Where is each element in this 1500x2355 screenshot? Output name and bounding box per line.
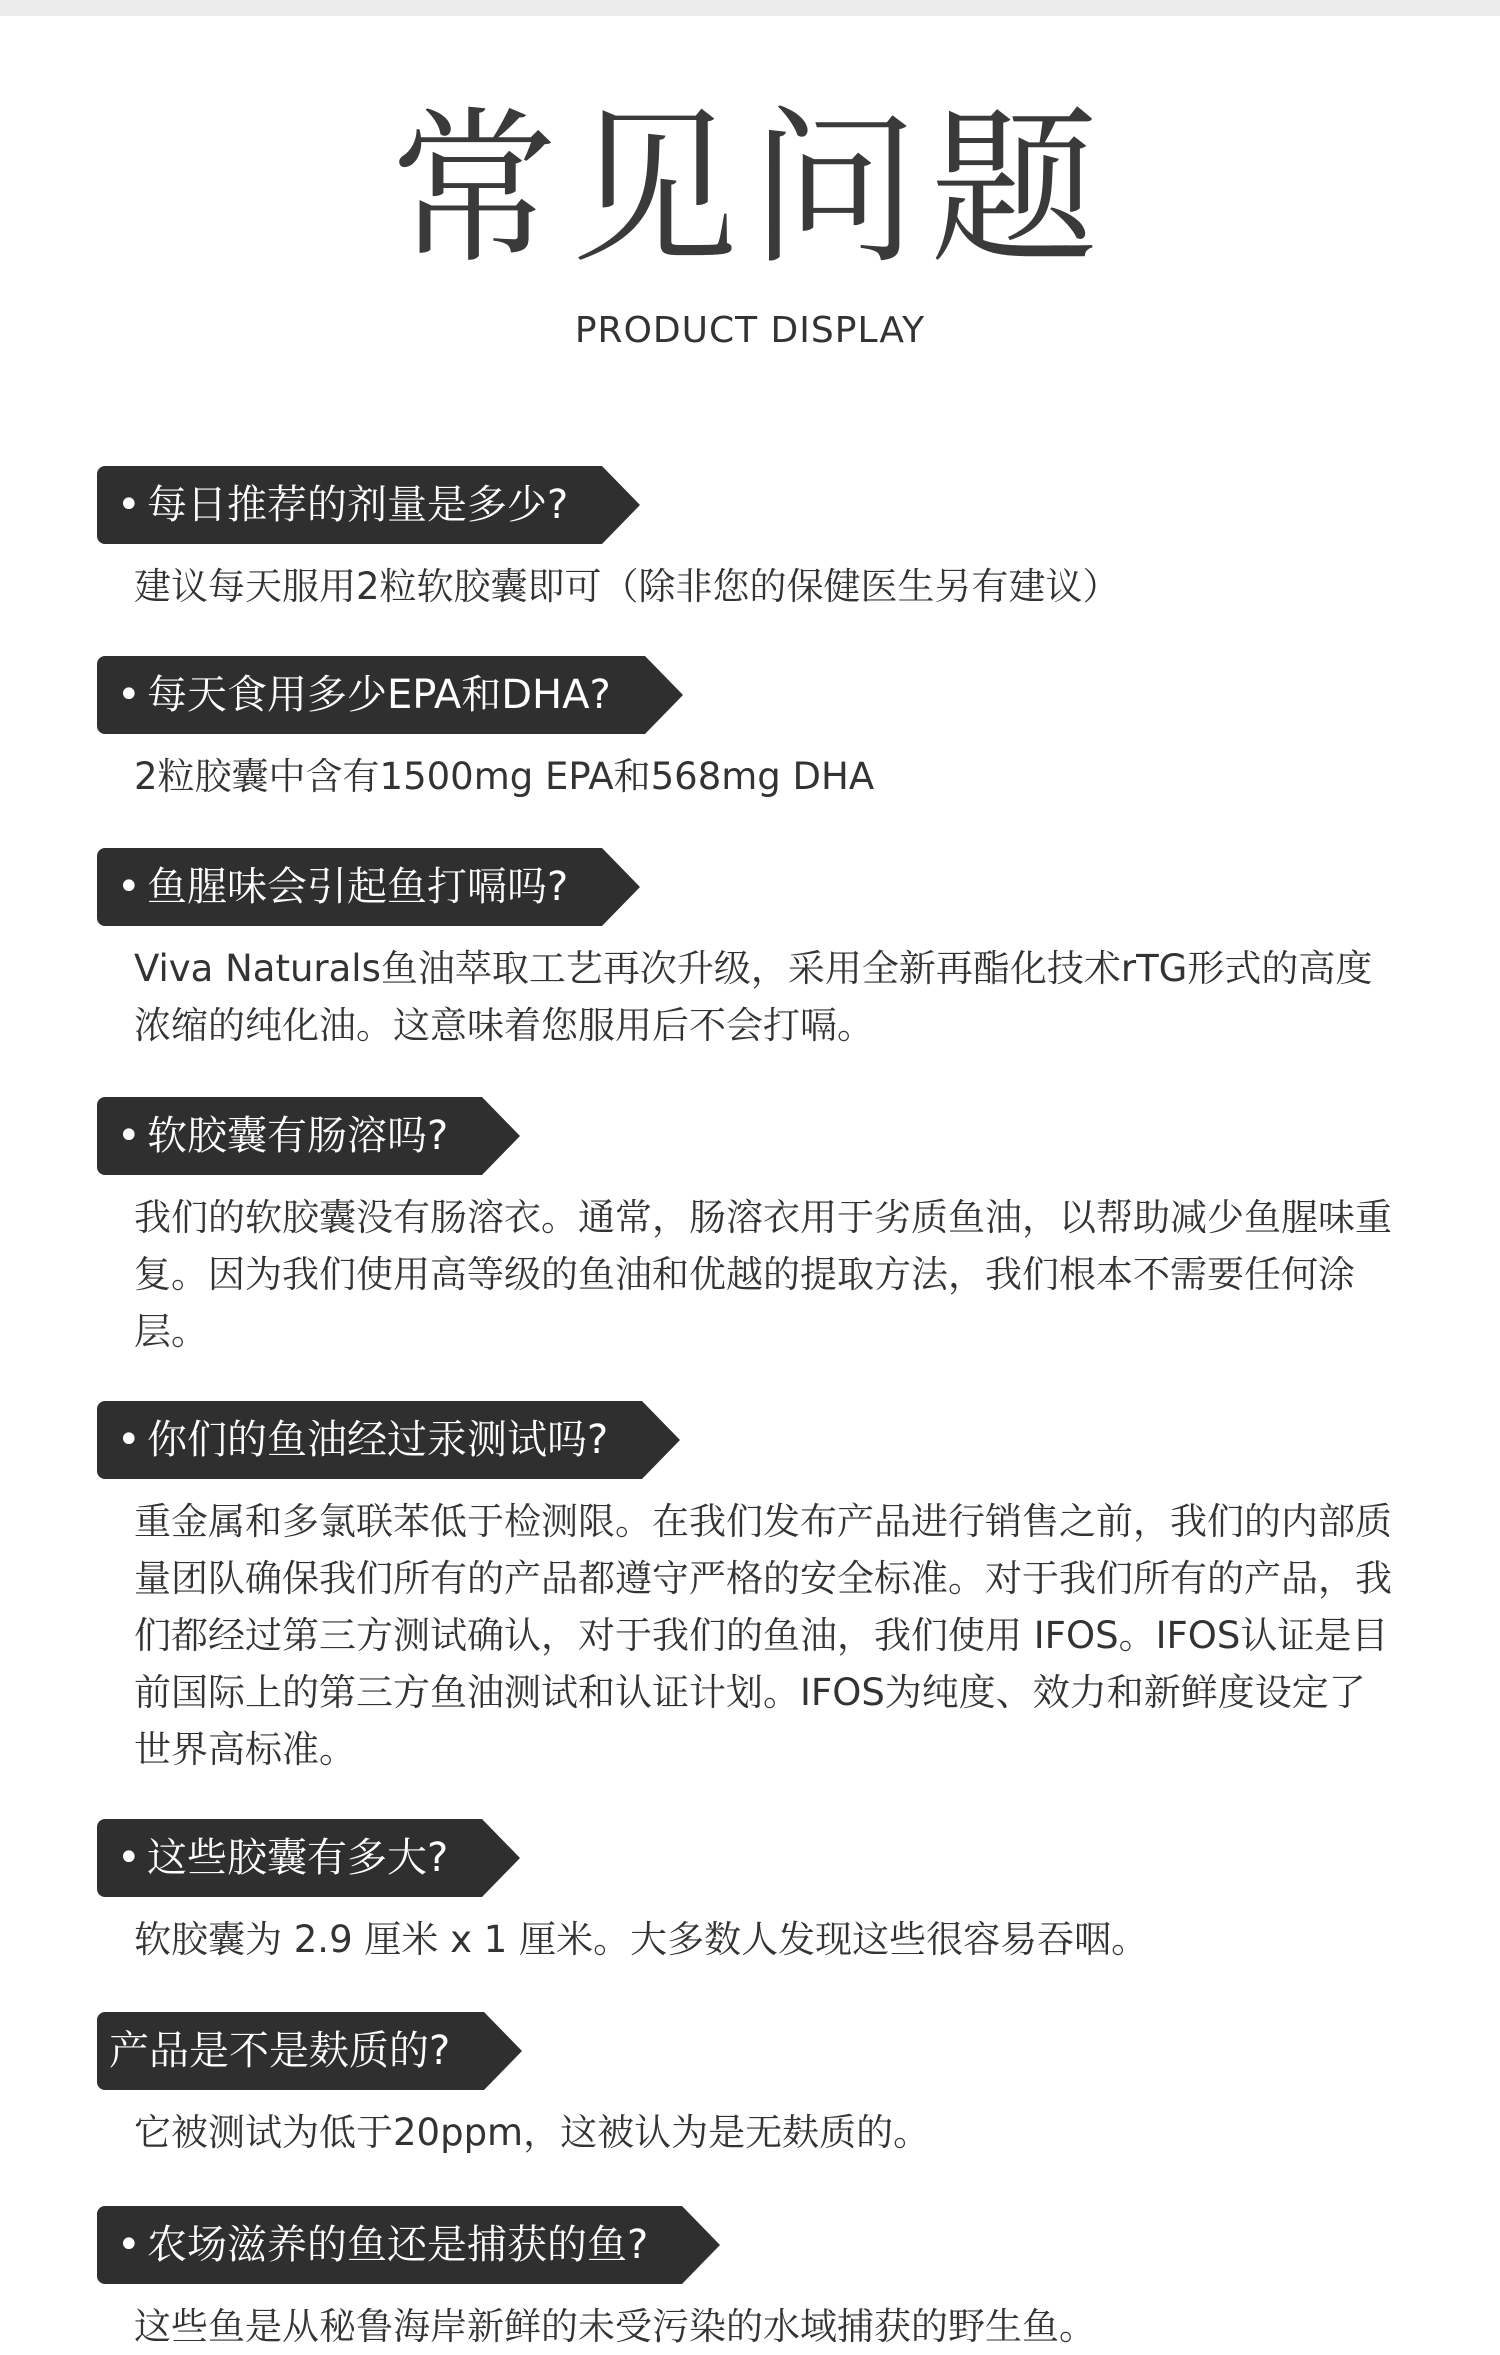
faq-list — [0, 466, 1500, 2348]
question-tag — [97, 466, 602, 544]
answer-text: 软胶囊为 2.9 厘米 x 1 厘米。大多数人发现这些很容易吞咽。 — [134, 1918, 1149, 1961]
faq-item — [0, 2012, 1500, 2206]
question-text: 农场滋养的鱼还是捕获的鱼? — [147, 2222, 649, 2268]
bullet-icon: • — [117, 1417, 141, 1463]
answer-text: 它被测试为低于20ppm，这被认为是无麸质的。 — [134, 2111, 931, 2154]
faq-item — [0, 848, 1500, 1097]
bullet-icon: • — [117, 2222, 141, 2268]
faq-item — [0, 1097, 1500, 1401]
question-text: 软胶囊有肠溶吗? — [147, 1113, 449, 1159]
top-divider-strip — [0, 0, 1500, 16]
faq-item — [0, 466, 1500, 656]
question-text: 鱼腥味会引起鱼打嗝吗? — [147, 864, 569, 910]
bullet-icon: • — [117, 864, 141, 910]
page-title: 常见问题 — [390, 91, 1110, 287]
question-text: 每天食用多少EPA和DHA? — [147, 672, 611, 718]
page-subtitle: PRODUCT DISPLAY — [574, 310, 926, 351]
bullet-icon: • — [117, 1835, 141, 1881]
question-tag — [97, 2012, 484, 2090]
question-text: 你们的鱼油经过汞测试吗? — [147, 1417, 609, 1463]
answer-text: 我们的软胶囊没有肠溶衣。通常，肠溶衣用于劣质鱼油，以帮助减少鱼腥味重复。因为我们使用高等级的鱼油和优越的提取方法，我们根本不需要任何涂层。 — [134, 1196, 1392, 1353]
bullet-icon: • — [117, 1113, 141, 1159]
answer-text: Viva Naturals鱼油萃取工艺再次升级，采用全新再酯化技术rTG形式的高度浓缩的纯化油。这意味着您服用后不会打嗝。 — [134, 947, 1373, 1047]
question-tag — [97, 1819, 482, 1897]
question-text: 每日推荐的剂量是多少? — [147, 482, 569, 528]
question-text: 产品是不是麸质的? — [109, 2028, 451, 2074]
question-tag — [97, 1401, 642, 1479]
faq-item — [0, 656, 1500, 848]
question-tag — [97, 1097, 482, 1175]
question-tag — [97, 656, 645, 734]
faq-item — [0, 1819, 1500, 2012]
question-text: 这些胶囊有多大? — [147, 1835, 449, 1881]
answer-text: 重金属和多氯联苯低于检测限。在我们发布产品进行销售之前，我们的内部质量团队确保我们所有的产品都遵守严格的安全标准。对于我们所有的产品，我们都经过第三方测试确认，对于我们的鱼油，我们使用 IFOS。IFOS认证是目前国际上的第三方鱼油测试和认证计划。IFOS为纯度、效力和新鲜度设定了世界高标准。 — [134, 1500, 1392, 1771]
bullet-icon: • — [117, 672, 141, 718]
answer-text: 建议每天服用2粒软胶囊即可（除非您的保健医生另有建议） — [134, 565, 1120, 608]
question-tag — [97, 848, 602, 926]
question-tag — [97, 2206, 682, 2284]
answer-text: 这些鱼是从秘鲁海岸新鲜的未受污染的水域捕获的野生鱼。 — [134, 2305, 1096, 2348]
faq-item — [0, 1401, 1500, 1819]
answer-text: 2粒胶囊中含有1500mg EPA和568mg DHA — [134, 755, 875, 798]
bullet-icon: • — [117, 482, 141, 528]
faq-item — [0, 2206, 1500, 2348]
